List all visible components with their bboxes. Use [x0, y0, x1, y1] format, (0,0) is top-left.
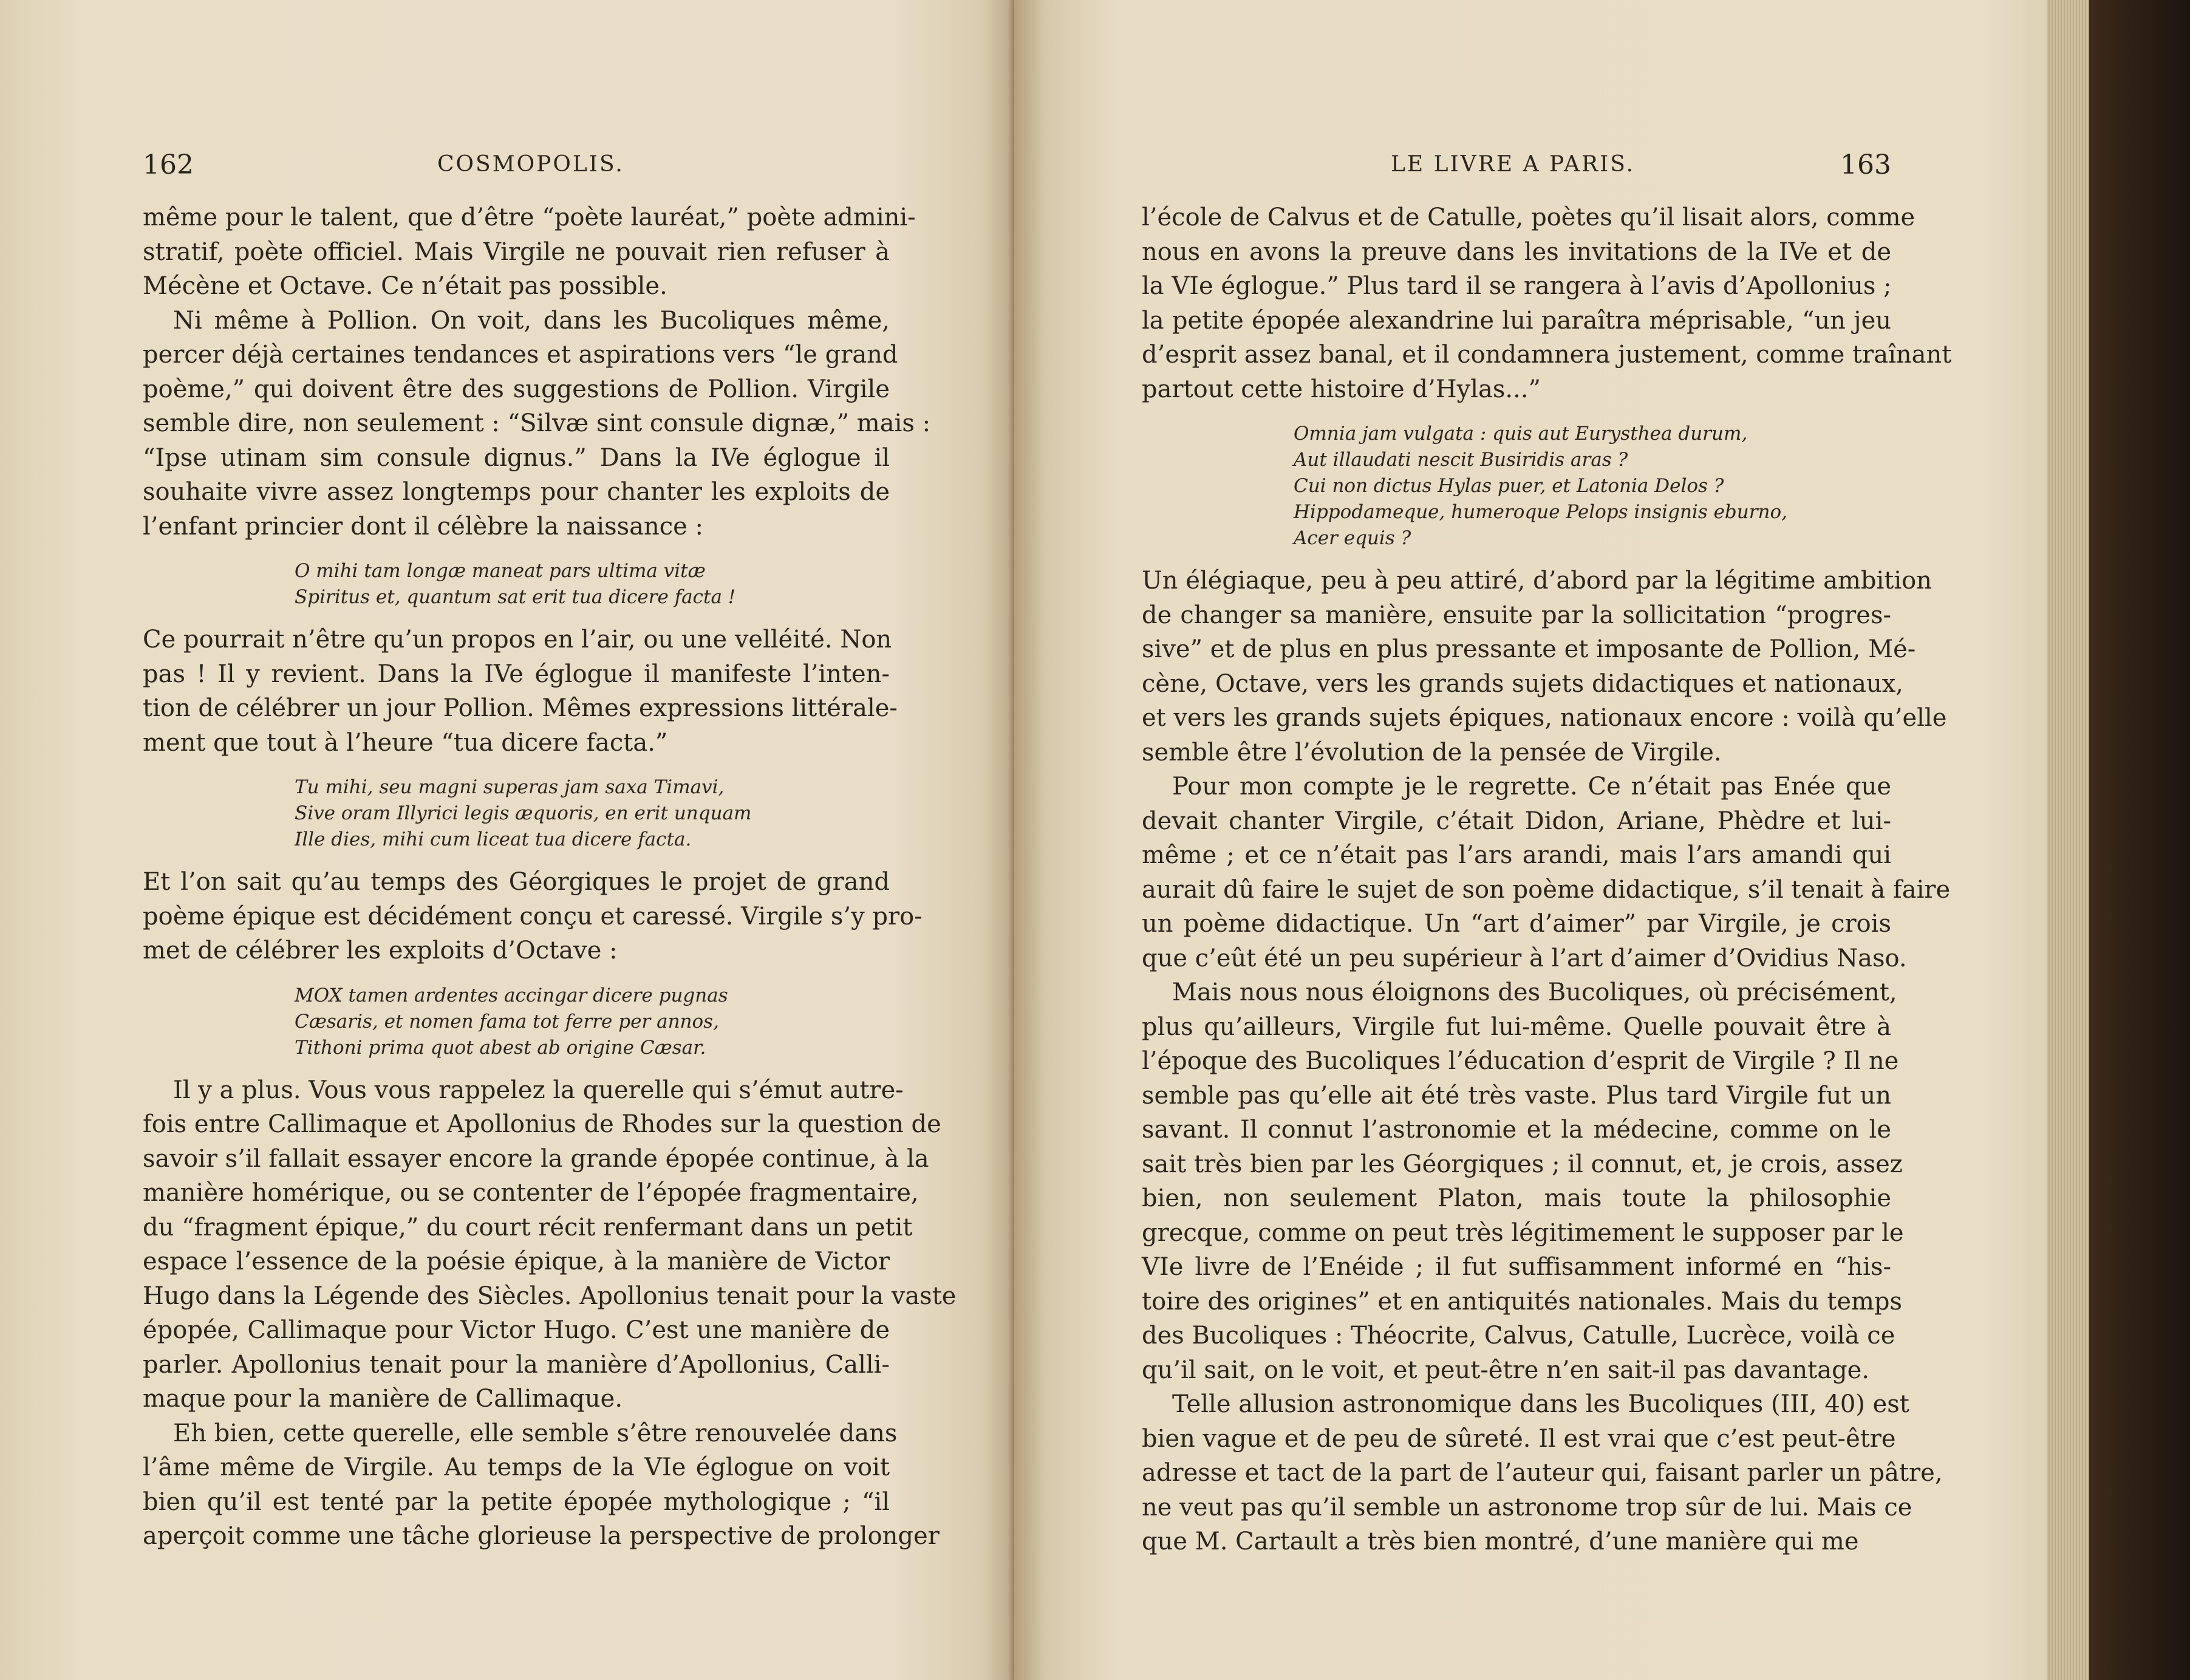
text-line: du “fragment épique,” du court récit renfermant dans un petit [143, 1213, 913, 1241]
text-line: manière homérique, ou se contenter de l’épopée fragmentaire, [143, 1179, 919, 1207]
text-line: Ni même à Pollion. On voit, dans les Bucoliques même, [173, 306, 890, 335]
text-line: sive” et de plus en plus pressante et imposante de Pollion, Mé- [1142, 635, 1916, 663]
text-line: Telle allusion astronomique dans les Bucoliques (III, 40) est [1172, 1390, 1909, 1418]
text-line: aperçoit comme une tâche glorieuse la perspective de prolonger [143, 1522, 940, 1550]
running-head: COSMOPOLIS. [437, 152, 624, 177]
text-line: l’époque des Bucoliques l’éducation d’esprit de Virgile ? Il ne [1142, 1047, 1899, 1075]
text-line: bien vague et de peu de sûreté. Il est vrai que c’est peut-être [1142, 1424, 1896, 1453]
text-line: aurait dû faire le sujet de son poème didactique, s’il tenait à faire [1142, 875, 1951, 904]
text-line: de changer sa manière, ensuite par la sollicitation “progres- [1142, 601, 1891, 629]
text-line: adresse et tact de la part de l’auteur qui, faisant parler un pâtre, [1142, 1459, 1943, 1487]
paragraph [143, 1073, 957, 1416]
text-line: espace l’essence de la poésie épique, à la manière de Victor [143, 1248, 890, 1275]
text-line: VIe livre de l’Enéide ; il fut suffisamment informé en “his- [1142, 1253, 1891, 1281]
text-line: qu’il sait, on le voit, et peut-être n’en sait-il pas davantage. [1142, 1356, 1870, 1384]
verse-line: Tu mihi, seu magni superas jam saxa Timavi, [295, 776, 725, 798]
text-line: même pour le talent, que d’être “poète lauréat,” poète admini- [143, 203, 916, 231]
text-line: “Ipse utinam sim consule dignus.” Dans la IVe églogue il [143, 443, 890, 472]
text-line: toire des origines” et en antiquités nationales. Mais du temps [1142, 1287, 1903, 1316]
paragraph [143, 865, 923, 968]
page-number: 162 [143, 149, 194, 180]
text-line: la petite épopée alexandrine lui paraîtra méprisable, “un jeu [1142, 306, 1891, 335]
verse-line: Omnia jam vulgata : quis aut Eurysthea durum, [1294, 423, 1748, 445]
text-line: percer déjà certaines tendances et aspirations vers “le grand [143, 341, 898, 369]
text-line: des Bucoliques : Théocrite, Calvus, Catulle, Lucrèce, voilà ce [1142, 1322, 1895, 1350]
verse-quotation [143, 558, 890, 610]
text-line: plus qu’ailleurs, Virgile fut lui-même. Quelle pouvait être à [1142, 1012, 1891, 1041]
text-line: partout cette histoire d’Hylas...” [1142, 375, 1541, 403]
text-line: bien qu’il est tenté par la petite épopée mythologique ; “il [143, 1487, 890, 1516]
text-line: et vers les grands sujets épiques, nationaux encore : voilà qu’elle [1142, 704, 1947, 732]
paragraph [1142, 200, 1952, 406]
paragraph [1142, 564, 1947, 770]
verse-line: Cæsaris, et nomen fama tot ferre per annos, [295, 1010, 719, 1033]
text-line: cène, Octave, vers les grands sujets didactiques et nationaux, [1142, 669, 1904, 698]
text-line: semble pas qu’elle ait été très vaste. Plus tard Virgile fut un [1142, 1081, 1891, 1110]
verse-line: Ille dies, mihi cum liceat tua dicere facta. [295, 828, 692, 850]
text-line: Hugo dans la Légende des Siècles. Apollonius tenait pour la vaste [143, 1282, 957, 1310]
paragraph [143, 623, 898, 760]
text-line: semble dire, non seulement : “Silvæ sint consule dignæ,” mais : [143, 409, 931, 437]
text-line: grecque, comme on peut très légitimement le supposer par le [1142, 1218, 1904, 1247]
text-line: tion de célébrer un jour Pollion. Mêmes expressions littérale- [143, 694, 898, 722]
text-line: met de célébrer les exploits d’Octave : [143, 937, 618, 965]
verse-quotation [143, 983, 890, 1061]
running-head: LE LIVRE A PARIS. [1391, 152, 1636, 177]
text-line: Mais nous nous éloignons des Bucoliques, où précisément, [1172, 978, 1897, 1006]
text-line: l’école de Calvus et de Catulle, poètes qu’il lisait alors, comme [1142, 203, 1915, 231]
book-cover-edge [2089, 0, 2190, 1680]
text-line: Il y a plus. Vous vous rappelez la querelle qui s’émut autre- [173, 1076, 904, 1104]
paragraph [143, 200, 916, 304]
text-line: Pour mon compte je le regrette. Ce n’était pas Enée que [1172, 773, 1891, 801]
verse-line: O mihi tam longæ maneat pars ultima vitæ [295, 560, 706, 582]
text-line: nous en avons la preuve dans les invitations de la IVe et de [1142, 237, 1891, 266]
text-line: poème épique est décidément conçu et caressé. Virgile s’y pro- [143, 902, 923, 930]
text-line: un poème didactique. Un “art d’aimer” par Virgile, je crois [1142, 910, 1891, 938]
text-line: sait très bien par les Géorgiques ; il connut, et, je crois, assez [1142, 1150, 1903, 1178]
text-line: ne veut pas qu’il semble un astronome trop sûr de lui. Mais ce [1142, 1493, 1912, 1521]
text-line: Mécène et Octave. Ce n’était pas possible. [143, 272, 667, 300]
text-line: d’esprit assez banal, et il condamnera justement, comme traînant [1142, 341, 1952, 369]
text-line: ment que tout à l’heure “tua dicere facta.” [143, 728, 668, 757]
text-line: poème,” qui doivent être des suggestions de Pollion. Virgile [143, 375, 890, 403]
text-line: Et l’on sait qu’au temps des Géorgiques le projet de grand [143, 868, 890, 896]
page-number: 163 [1840, 149, 1891, 180]
text-line: souhaite vivre assez longtemps pour chanter les exploits de [143, 478, 890, 506]
verse-quotation [143, 774, 890, 853]
text-line: pas ! Il y revient. Dans la IVe églogue il manifeste l’inten- [143, 660, 890, 688]
page-edges [2047, 0, 2089, 1680]
text-line: même ; et ce n’était pas l’ars arandi, mais l’ars amandi qui [1142, 841, 1891, 869]
verse-line: Sive oram Illyrici legis æquoris, en erit unquam [295, 802, 752, 824]
text-line: devait chanter Virgile, c’était Didon, Ariane, Phèdre et lui- [1142, 807, 1891, 835]
verse-line: Hippodameque, humeroque Pelops insignis eburno, [1294, 501, 1788, 523]
paragraph [1142, 770, 1951, 975]
text-line: maque pour la manière de Callimaque. [143, 1385, 623, 1413]
paragraph [1142, 975, 1904, 1387]
text-line: semble être l’évolution de la pensée de Virgile. [1142, 738, 1722, 767]
left-page [0, 0, 1014, 1680]
paragraph [143, 304, 931, 544]
verse-line: Aut illaudati nescit Busiridis aras ? [1294, 449, 1628, 471]
text-line: stratif, poète officiel. Mais Virgile ne pouvait rien refuser à [143, 237, 890, 266]
verse-line: Spiritus et, quantum sat erit tua dicere facta ! [295, 586, 736, 608]
paragraph [1142, 1387, 1943, 1559]
text-line: savant. Il connut l’astronomie et la médecine, comme on le [1142, 1116, 1891, 1144]
text-line: Un élégiaque, peu à peu attiré, d’abord par la légitime ambition [1142, 567, 1932, 595]
text-line: parler. Apollonius tenait pour la manière d’Apollonius, Calli- [143, 1350, 890, 1379]
text-line: savoir s’il fallait essayer encore la grande épopée continue, à la [143, 1144, 929, 1173]
page-body [143, 200, 957, 1554]
text-line: l’enfant princier dont il célèbre la naissance : [143, 512, 704, 541]
text-line: Ce pourrait n’être qu’un propos en l’air, ou une velléité. Non [143, 626, 892, 654]
text-line: bien, non seulement Platon, mais toute la philosophie [1142, 1184, 1891, 1212]
text-line: que M. Cartault a très bien montré, d’une manière qui me [1142, 1528, 1859, 1555]
verse-line: Acer equis ? [1294, 527, 1411, 549]
right-page [1014, 0, 2047, 1680]
verse-line: Tithoni prima quot abest ab origine Cæsar. [295, 1036, 706, 1059]
verse-line: MOX tamen ardentes accingar dicere pugnas [295, 984, 728, 1006]
text-line: épopée, Callimaque pour Victor Hugo. C’est une manière de [143, 1316, 890, 1344]
text-line: la VIe églogue.” Plus tard il se rangera à l’avis d’Apollonius ; [1142, 272, 1892, 300]
verse-quotation [1142, 421, 1891, 551]
text-line: Eh bien, cette querelle, elle semble s’être renouvelée dans [173, 1419, 898, 1447]
verse-line: Cui non dictus Hylas puer, et Latonia Delos ? [1294, 475, 1724, 497]
text-line: que c’eût été un peu supérieur à l’art d’aimer d’Ovidius Naso. [1142, 944, 1907, 972]
text-line: fois entre Callimaque et Apollonius de Rhodes sur la question de [143, 1110, 941, 1138]
page-body [1142, 200, 1952, 1559]
text-line: l’âme même de Virgile. Au temps de la VIe églogue on voit [143, 1453, 890, 1481]
paragraph [143, 1416, 940, 1554]
